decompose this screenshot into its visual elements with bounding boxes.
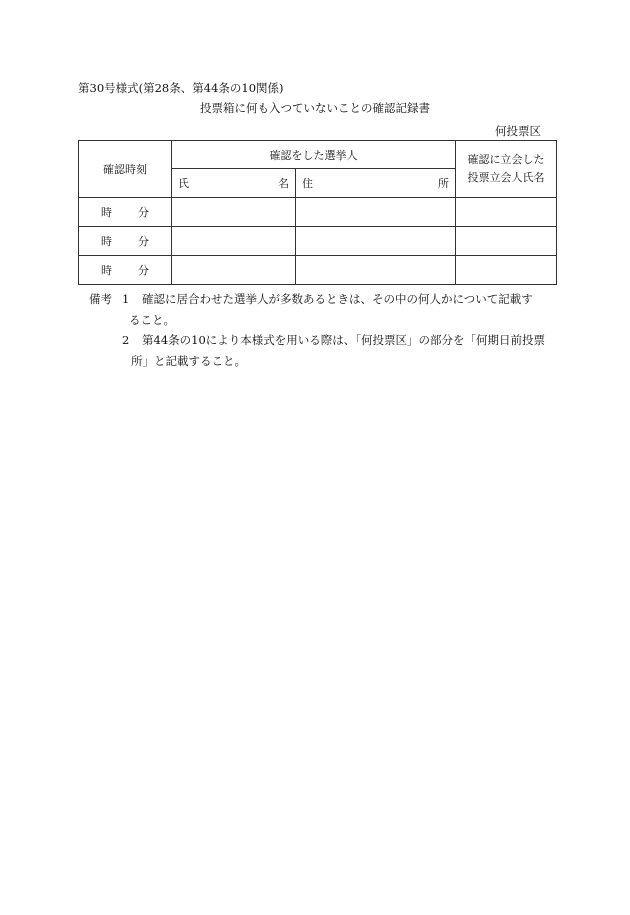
remark-number: 2 bbox=[122, 333, 130, 347]
header-address bbox=[296, 169, 456, 198]
table-row bbox=[79, 256, 557, 285]
header-confirmation-time: 確認時刻 bbox=[79, 141, 172, 198]
name-field[interactable] bbox=[172, 198, 296, 227]
header-name-char-1: 氏 bbox=[178, 177, 189, 190]
minute-label: 分 bbox=[138, 264, 149, 277]
confirmation-record-table bbox=[78, 140, 557, 285]
hour-label: 時 bbox=[101, 235, 112, 248]
polling-district: 何投票区 bbox=[495, 124, 541, 138]
remark-text: 第44条の10により本様式を用いる際は、「何投票区」の部分を「何期日前投票 bbox=[142, 333, 546, 347]
minute-label: 分 bbox=[138, 235, 149, 248]
header-witness-line-1: 確認に立会した bbox=[467, 153, 545, 166]
witness-field[interactable] bbox=[456, 256, 557, 285]
hour-label: 時 bbox=[101, 264, 112, 277]
remarks-section bbox=[89, 289, 559, 371]
address-field[interactable] bbox=[296, 198, 456, 227]
remark-continuation: 所」と記載すること。 bbox=[131, 353, 246, 368]
remark-number: 1 bbox=[122, 292, 130, 306]
hour-label: 時 bbox=[101, 206, 112, 219]
header-name-char-2: 名 bbox=[278, 177, 289, 190]
document-title: 投票箱に何も入つていないことの確認記録書 bbox=[200, 101, 430, 115]
time-cell bbox=[79, 198, 172, 227]
header-confirming-voter: 確認をした選挙人 bbox=[172, 141, 456, 169]
table-row bbox=[79, 198, 557, 227]
remarks-heading: 備考 bbox=[89, 292, 112, 306]
remark-item-2 bbox=[89, 330, 559, 351]
address-field[interactable] bbox=[296, 256, 456, 285]
remark-item-1 bbox=[89, 289, 559, 310]
time-cell bbox=[79, 227, 172, 256]
witness-field[interactable] bbox=[456, 198, 557, 227]
header-witness-line-2: 投票立会人氏名 bbox=[467, 171, 545, 184]
header-witness-name bbox=[456, 141, 557, 198]
table-row bbox=[79, 227, 557, 256]
witness-field[interactable] bbox=[456, 227, 557, 256]
header-address-char-1: 住 bbox=[302, 177, 313, 190]
time-cell bbox=[79, 256, 172, 285]
address-field[interactable] bbox=[296, 227, 456, 256]
form-number: 第30号様式(第28条、第44条の10関係) bbox=[78, 81, 284, 95]
name-field[interactable] bbox=[172, 256, 296, 285]
header-name bbox=[172, 169, 296, 198]
minute-label: 分 bbox=[138, 206, 149, 219]
name-field[interactable] bbox=[172, 227, 296, 256]
header-address-char-2: 所 bbox=[438, 177, 449, 190]
remark-text: 確認に居合わせた選挙人が多数あるときは、その中の何人かについて記載す bbox=[142, 292, 533, 306]
remark-continuation: ること。 bbox=[129, 312, 175, 327]
